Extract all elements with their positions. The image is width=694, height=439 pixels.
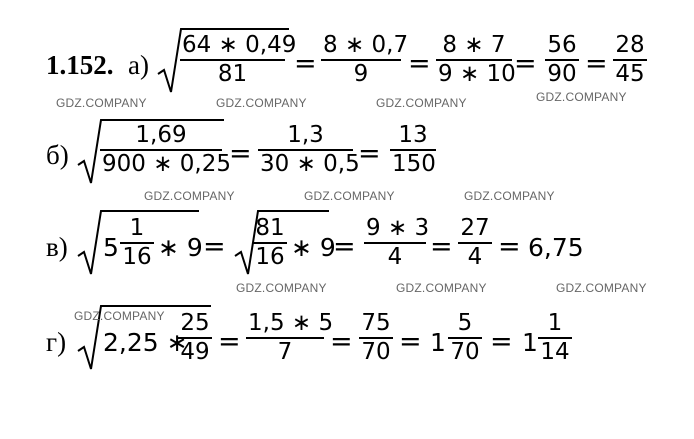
fraction — [178, 312, 212, 364]
part-v-label: в) — [46, 232, 68, 262]
numerator: 75 — [361, 310, 391, 336]
fraction — [545, 34, 579, 86]
fraction — [253, 217, 287, 269]
fraction — [458, 217, 492, 269]
fraction — [100, 122, 232, 177]
numerator: 1,69 — [135, 122, 187, 148]
watermark: GDZ.COMPANY — [74, 309, 165, 323]
watermark: GDZ.COMPANY — [56, 96, 147, 110]
part-a-label: а) — [128, 50, 149, 80]
equals-sign: = — [399, 326, 422, 357]
numerator: 5 — [457, 310, 473, 336]
numerator: 64 ∗ 0,49 — [182, 32, 297, 58]
numerator: 1,3 — [287, 122, 324, 148]
fraction — [321, 32, 409, 87]
numerator: 1,5 ∗ 5 — [248, 310, 334, 336]
denominator: 9 — [353, 61, 369, 87]
numerator: 28 — [615, 32, 645, 58]
numerator: 25 — [180, 310, 210, 336]
denominator: 49 — [180, 339, 210, 365]
denominator: 70 — [361, 339, 391, 365]
denominator: 90 — [547, 61, 577, 87]
expression-text: ∗ 9 — [158, 233, 203, 262]
denominator: 70 — [450, 339, 480, 365]
equals-sign: = — [330, 326, 353, 357]
equals-sign: = — [203, 231, 226, 262]
equals-sign: = — [498, 231, 521, 262]
fraction — [246, 310, 334, 365]
equals-sign: = — [514, 48, 537, 79]
watermark: GDZ.COMPANY — [304, 189, 395, 203]
watermark: GDZ.COMPANY — [556, 281, 647, 295]
denominator: 16 — [255, 244, 285, 270]
denominator: 4 — [387, 244, 403, 270]
expression-text: ∗ 9 — [291, 233, 336, 262]
equals-sign: = — [585, 48, 608, 79]
denominator: 9 ∗ 10 — [438, 61, 516, 87]
denominator: 30 ∗ 0,5 — [260, 151, 360, 177]
watermark: GDZ.COMPANY — [536, 90, 627, 104]
numerator: 8 ∗ 0,7 — [323, 32, 409, 58]
watermark: GDZ.COMPANY — [144, 189, 235, 203]
numerator: 1 — [547, 310, 563, 336]
problem-number: 1.152. — [46, 50, 114, 80]
fraction — [120, 217, 154, 269]
fraction — [364, 215, 430, 270]
equals-sign: = — [430, 231, 453, 262]
denominator: 45 — [615, 61, 645, 87]
expression-text: 2,25 ∗ — [103, 328, 188, 357]
denominator: 16 — [122, 244, 152, 270]
denominator: 900 ∗ 0,25 — [102, 151, 232, 177]
numerator: 9 ∗ 3 — [366, 215, 430, 241]
fraction — [258, 122, 360, 177]
equals-sign: = — [218, 326, 241, 357]
denominator: 4 — [467, 244, 483, 270]
equals-sign: = — [294, 48, 317, 79]
denominator: 81 — [217, 61, 248, 87]
numerator: 1 — [129, 215, 145, 241]
fraction — [538, 312, 572, 364]
fraction — [180, 32, 297, 87]
numerator: 13 — [398, 122, 428, 148]
whole-part: 1 — [430, 328, 446, 357]
part-b-label: б) — [46, 140, 69, 170]
equals-sign: = — [408, 48, 431, 79]
fraction — [613, 34, 647, 86]
fraction — [448, 312, 482, 364]
numerator: 8 ∗ 7 — [442, 32, 506, 58]
numerator: 56 — [547, 32, 577, 58]
watermark: GDZ.COMPANY — [464, 189, 555, 203]
fraction — [436, 32, 516, 87]
equals-sign: = — [490, 326, 513, 357]
equals-sign: = — [358, 138, 381, 169]
watermark: GDZ.COMPANY — [236, 281, 327, 295]
watermark: GDZ.COMPANY — [216, 96, 307, 110]
equals-sign: = — [333, 231, 356, 262]
fraction — [359, 312, 393, 364]
watermark: GDZ.COMPANY — [376, 96, 467, 110]
watermark: GDZ.COMPANY — [396, 281, 487, 295]
denominator: 150 — [392, 151, 436, 177]
whole-part: 1 — [522, 328, 538, 357]
numerator: 27 — [460, 215, 490, 241]
whole-part: 5 — [103, 233, 119, 262]
part-g-label: г) — [46, 327, 67, 357]
denominator: 14 — [540, 339, 570, 365]
fraction — [390, 124, 436, 176]
numerator: 81 — [255, 215, 285, 241]
equals-sign: = — [229, 138, 252, 169]
denominator: 7 — [277, 339, 293, 365]
result-value: 6,75 — [528, 233, 584, 262]
